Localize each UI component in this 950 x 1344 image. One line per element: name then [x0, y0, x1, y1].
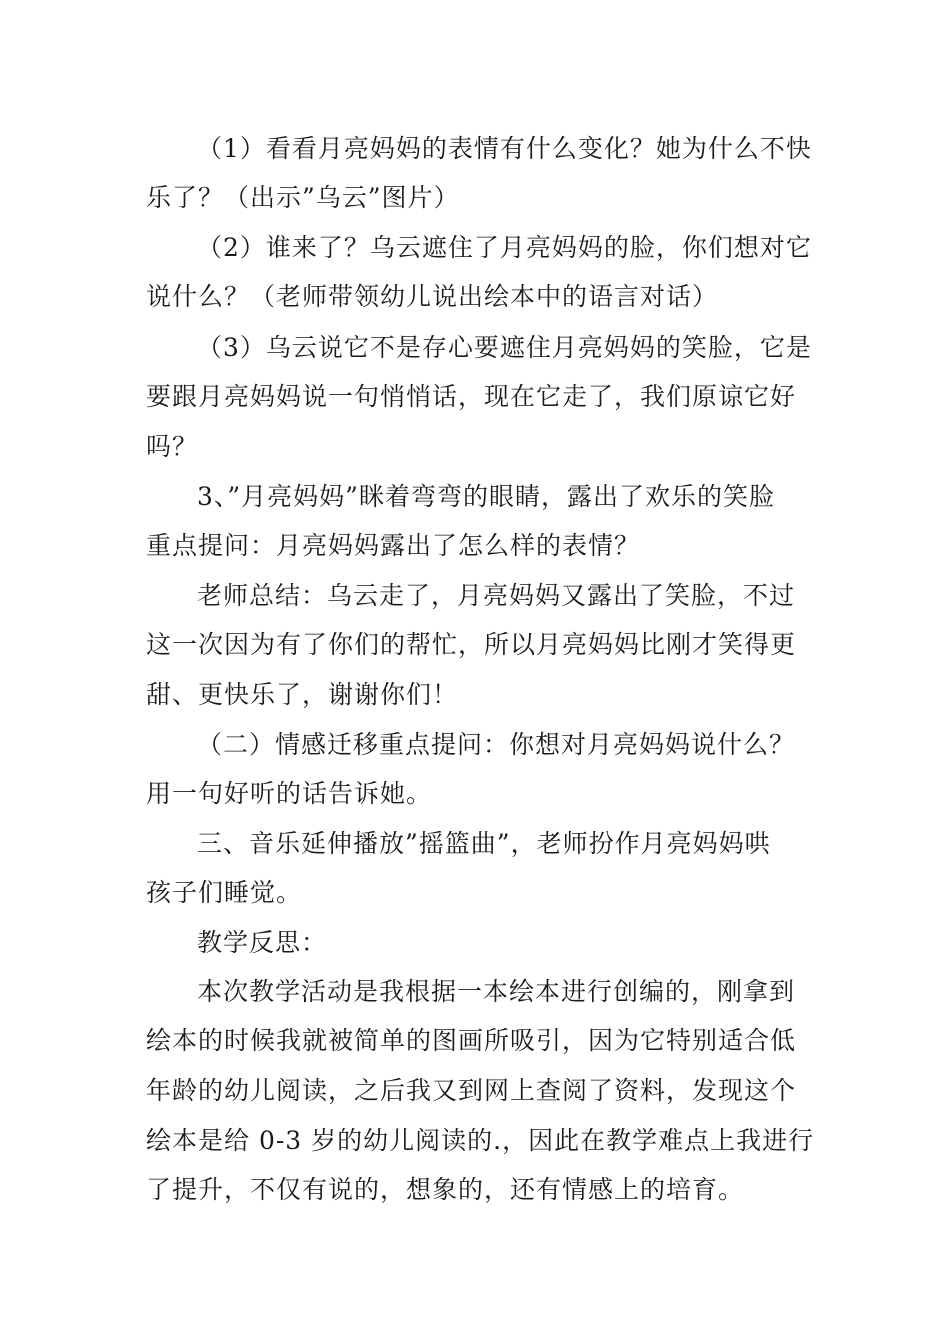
- text-line: 孩子们睡觉。: [146, 878, 303, 907]
- text-line: （二）情感迁移重点提问：你想对月亮妈妈说什么？: [197, 730, 796, 759]
- text-line: （1）看看月亮妈妈的表情有什么变化？她为什么不快: [197, 134, 812, 163]
- text-line: 绘本是给 0-3 岁的幼儿阅读的.，因此在教学难点上我进行: [146, 1126, 815, 1155]
- text-line: 重点提问：月亮妈妈露出了怎么样的表情？: [146, 531, 641, 560]
- text-line: 了提升，不仅有说的，想象的，还有情感上的培育。: [146, 1175, 745, 1204]
- text-line: 乐了？（出示”乌云”图片）: [146, 183, 460, 212]
- text-line: 绘本的时候我就被简单的图画所吸引，因为它特别适合低: [146, 1026, 797, 1055]
- text-line: 年龄的幼儿阅读，之后我又到网上查阅了资料，发现这个: [146, 1076, 797, 1105]
- text-line: 三、音乐延伸播放”摇篮曲”，老师扮作月亮妈妈哄: [197, 829, 771, 858]
- text-line: 3、”月亮妈妈”眯着弯弯的眼睛，露出了欢乐的笑脸: [197, 482, 775, 511]
- text-line: 吗？: [146, 432, 199, 461]
- text-line: 甜、更快乐了，谢谢你们！: [146, 680, 459, 709]
- text-line: 老师总结：乌云走了，月亮妈妈又露出了笑脸，不过: [197, 581, 796, 610]
- text-line: （2）谁来了？乌云遮住了月亮妈妈的脸，你们想对它: [197, 233, 812, 262]
- section-heading: 教学反思：: [197, 928, 328, 957]
- text-line: 用一句好听的话告诉她。: [146, 779, 433, 808]
- text-line: （3）乌云说它不是存心要遮住月亮妈妈的笑脸，它是: [197, 333, 812, 362]
- text-line: 说什么？（老师带领幼儿说出绘本中的语言对话）: [146, 282, 719, 311]
- text-line: 这一次因为有了你们的帮忙，所以月亮妈妈比刚才笑得更: [146, 630, 797, 659]
- text-line: 要跟月亮妈妈说一句悄悄话，现在它走了，我们原谅它好: [146, 382, 797, 411]
- text-line: 本次教学活动是我根据一本绘本进行创编的，刚拿到: [197, 977, 796, 1006]
